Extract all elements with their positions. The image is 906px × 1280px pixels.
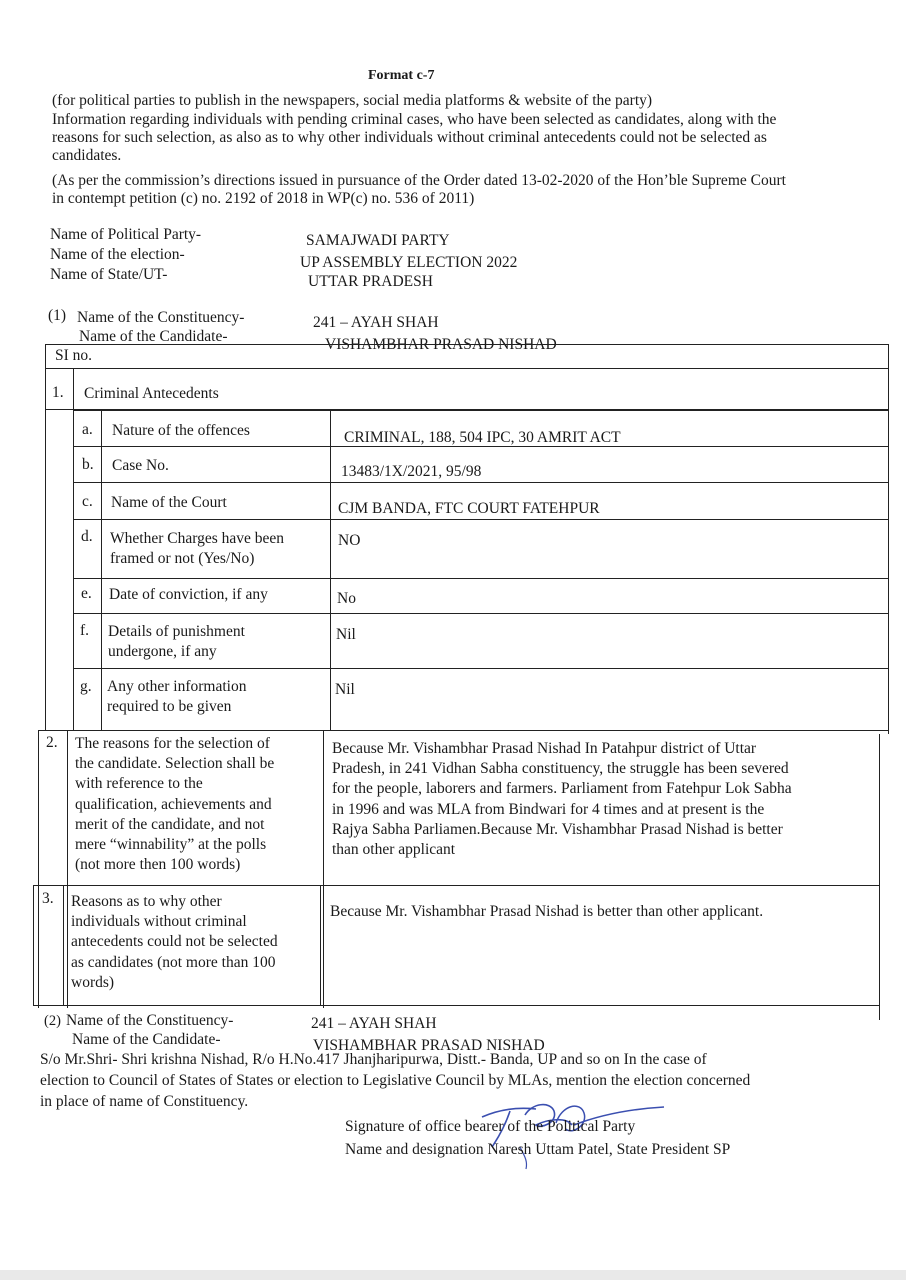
item-f-letter: f. [80, 622, 90, 639]
table-divider [73, 368, 74, 730]
row-3-label-line: as candidates (not more than 100 [71, 953, 276, 971]
table-divider [63, 885, 64, 1005]
table-divider [73, 410, 888, 411]
row-2-number: 2. [46, 734, 58, 751]
table-divider [73, 668, 888, 669]
section-2-constituency-value: 241 – AYAH SHAH [311, 1015, 437, 1032]
table-divider [67, 730, 68, 1008]
table-divider [45, 368, 889, 369]
table-divider [320, 885, 321, 1005]
party-value: SAMAJWADI PARTY [306, 232, 450, 249]
election-label: Name of the election- [50, 246, 185, 263]
row-3-label-line: individuals without criminal [71, 913, 247, 931]
section-1-constituency-value: 241 – AYAH SHAH [313, 314, 439, 331]
item-b-label: Case No. [112, 457, 169, 474]
item-c-letter: c. [82, 493, 93, 510]
address-line-1: S/o Mr.Shri- Shri krishna Nishad, R/o H.No.417 Jhanjharipurwa, Distt.- Banda, UP and so on In the case of [40, 1051, 707, 1068]
table-divider [38, 730, 39, 1008]
table-divider [879, 734, 880, 1020]
item-g-value: Nil [335, 681, 355, 698]
table-divider [73, 482, 888, 483]
row-3-number: 3. [42, 890, 54, 907]
row-3-label [71, 892, 319, 993]
item-d-label-line-1: Whether Charges have been [110, 530, 285, 547]
row-2-value-line: Because Mr. Vishambhar Prasad Nishad In Patahpur district of Uttar [332, 740, 757, 757]
format-title: Format c-7 [368, 68, 435, 83]
row-2-label-line: The reasons for the selection of [75, 735, 270, 752]
item-f-value: Nil [336, 626, 356, 643]
section-1-candidate-value: VISHAMBHAR PRASAD NISHAD [325, 336, 557, 353]
address-line-3: in place of name of Constituency. [40, 1093, 249, 1110]
section-1-constituency-label: Name of the Constituency- [77, 309, 245, 326]
item-b-letter: b. [82, 456, 94, 473]
directions-line-1: (As per the commission’s directions issued in pursuance of the Order dated 13-02-2020 of the Hon’ble Supreme Court [52, 172, 786, 189]
election-value: UP ASSEMBLY ELECTION 2022 [300, 254, 518, 271]
item-d-label-line-2: framed or not (Yes/No) [110, 550, 255, 567]
address-line-2: election to Council of States of States or election to Legislative Council by MLAs, mention the election concerned [40, 1072, 751, 1089]
section-2-constituency-label: Name of the Constituency- [66, 1012, 234, 1029]
row-2-label [75, 734, 320, 875]
row-2-label-line: mere “winnability” at the polls [75, 836, 267, 854]
party-label: Name of Political Party- [50, 226, 202, 243]
directions-line-2: in contempt petition (c) no. 2192 of 2018 in WP(c) no. 536 of 2011) [52, 190, 475, 207]
state-value: UTTAR PRADESH [308, 273, 433, 290]
table-divider [73, 613, 888, 614]
item-f-label-line-1: Details of punishment [108, 623, 245, 640]
publish-note: (for political parties to publish in the newspapers, social media platforms & website of the party) [52, 92, 653, 109]
item-a-value: CRIMINAL, 188, 504 IPC, 30 AMRIT ACT [344, 429, 621, 446]
row-2-value-line: in 1996 and was MLA from Bindwari for 4 times and at present is the [332, 800, 765, 818]
row-2-label-line: the candidate. Selection shall be [75, 755, 275, 773]
row-2-value-line: Rajya Sabha Parliamen.Because Mr. Vishambhar Prasad Nishad is better [332, 820, 783, 838]
row-2-value-line: Pradesh, in 241 Vidhan Sabha constituency, the struggle has been severed [332, 760, 789, 778]
signature-line-1: Signature of office bearer of the Political Party [345, 1118, 636, 1135]
item-e-letter: e. [81, 585, 92, 602]
row-2-value-line: for the people, laborers and farmers. Parliament from Fatehpur Lok Sabha [332, 780, 792, 798]
item-c-label: Name of the Court [111, 494, 227, 511]
item-a-letter: a. [82, 421, 93, 438]
item-g-label-line-1: Any other information [107, 678, 247, 695]
sl-no-header: SI no. [55, 347, 93, 364]
row-2-label-line: with reference to the [75, 775, 203, 793]
state-label: Name of State/UT- [50, 266, 168, 283]
item-c-value: CJM BANDA, FTC COURT FATEHPUR [338, 500, 600, 517]
item-b-value: 13483/1X/2021, 95/98 [341, 463, 482, 480]
item-g-label-line-2: required to be given [107, 698, 232, 715]
scan-edge [0, 1270, 906, 1280]
row-3-label-line: words) [71, 973, 115, 991]
signature-line-2: Name and designation Naresh Uttam Patel, State President SP [345, 1141, 731, 1158]
row-2-value-line: than other applicant [332, 841, 456, 859]
section-2-number: (2) [44, 1013, 61, 1029]
table-divider [73, 578, 888, 579]
item-d-letter: d. [81, 528, 93, 545]
row-2-label-line: qualification, achievements and [75, 795, 272, 813]
item-d-value: NO [338, 532, 361, 549]
row-3-label-line: Reasons as to why other [71, 893, 222, 910]
section-2-candidate-value: VISHAMBHAR PRASAD NISHAD [313, 1037, 545, 1054]
row-1-number: 1. [52, 384, 64, 401]
item-e-label: Date of conviction, if any [109, 586, 268, 603]
section-1-number: (1) [48, 307, 67, 324]
item-a-label: Nature of the offences [112, 422, 250, 439]
row-2-value [332, 739, 877, 860]
item-e-value: No [337, 590, 356, 607]
item-f-label-line-2: undergone, if any [108, 643, 217, 660]
table-divider [73, 519, 888, 520]
row-1-heading: Criminal Antecedents [84, 385, 219, 402]
section-2-candidate-label: Name of the Candidate- [72, 1031, 221, 1048]
row-3-label-line: antecedents could not be selected [71, 933, 278, 951]
table-divider [101, 410, 102, 730]
table-divider [33, 1005, 879, 1006]
info-line-2: reasons for such selection, as also as to why other individuals without criminal antecedents could not be selected as [52, 129, 767, 146]
item-g-letter: g. [80, 678, 92, 695]
table-divider [45, 368, 46, 730]
table-divider [38, 730, 889, 731]
row-3-value: Because Mr. Vishambhar Prasad Nishad is better than other applicant. [330, 903, 764, 920]
info-line-3: candidates. [52, 147, 122, 164]
row-2-label-line: merit of the candidate, and not [75, 815, 265, 833]
table-divider [330, 410, 331, 730]
table-divider [33, 885, 879, 886]
info-line-1: Information regarding individuals with pending criminal cases, who have been selected as candidates, along with the [52, 111, 777, 128]
table-divider [888, 368, 889, 734]
table-divider [323, 730, 324, 1008]
table-divider [33, 885, 34, 1005]
section-1-candidate-label: Name of the Candidate- [79, 328, 228, 345]
row-2-label-line: (not more then 100 words) [75, 856, 241, 874]
